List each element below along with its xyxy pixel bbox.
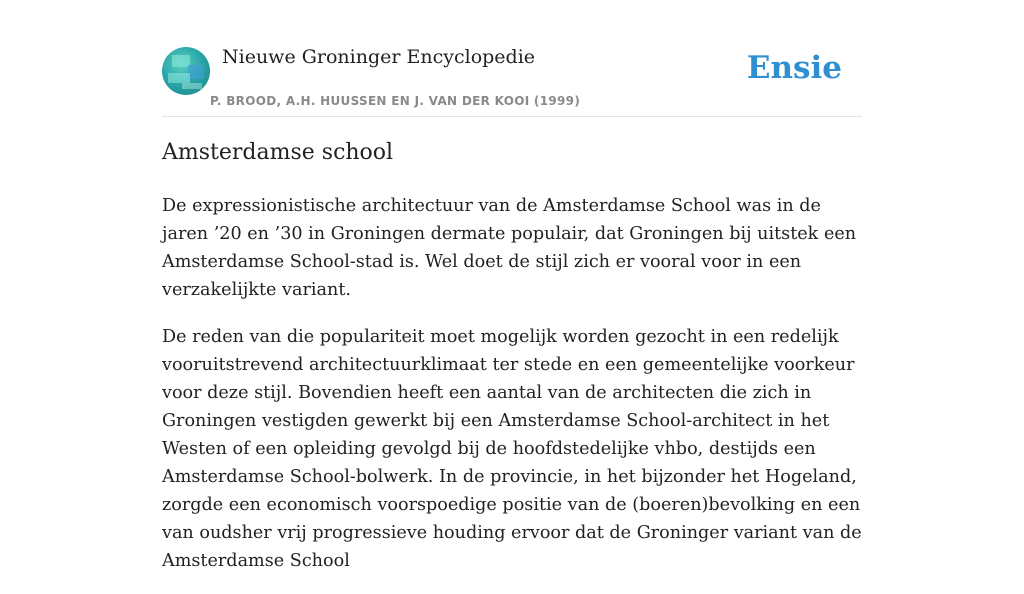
book-cover-thumbnail[interactable]: [162, 47, 210, 95]
article-paragraph: De reden van die populariteit moet mogelijk worden gezocht in een redelijk vooruitstrevend architectuurklimaat ter stede en een gemeentelijke voorkeur voor deze stijl. Bovendien heeft een aantal van de architecten die zich in Groningen vestigden gewerkt bij een Amsterdamse School-architect in het Westen of een opleiding gevolgd bij de hoofdstedelijke vhbo, destijds een Amsterdamse School-bolwerk. In de provincie, in het bijzonder het Hogeland, zorgde een economisch voorspoedige positie van de (boeren)bevolking en een van oudsher vrij progressieve houding ervoor dat de Groninger variant van de Amsterdamse School: [162, 327, 862, 571]
book-title-link[interactable]: Nieuwe Groninger Encyclopedie: [222, 46, 536, 68]
encyclopedia-header: [162, 44, 862, 117]
book-authors: P. BROOD, A.H. HUUSSEN EN J. VAN DER KOOI (1999): [210, 94, 581, 108]
ensie-logo[interactable]: Ensie: [746, 50, 842, 86]
article-paragraph: De expressionistische architectuur van de Amsterdamse School was in de jaren ’20 en ’30 in Groningen dermate populair, dat Groningen bij uitstek een Amsterdamse School-stad is. Wel doet de stijl zich er vooral voor in een verzakelijkte variant.: [162, 196, 857, 300]
article-body: [162, 192, 862, 594]
article-title: Amsterdamse school: [162, 140, 394, 165]
